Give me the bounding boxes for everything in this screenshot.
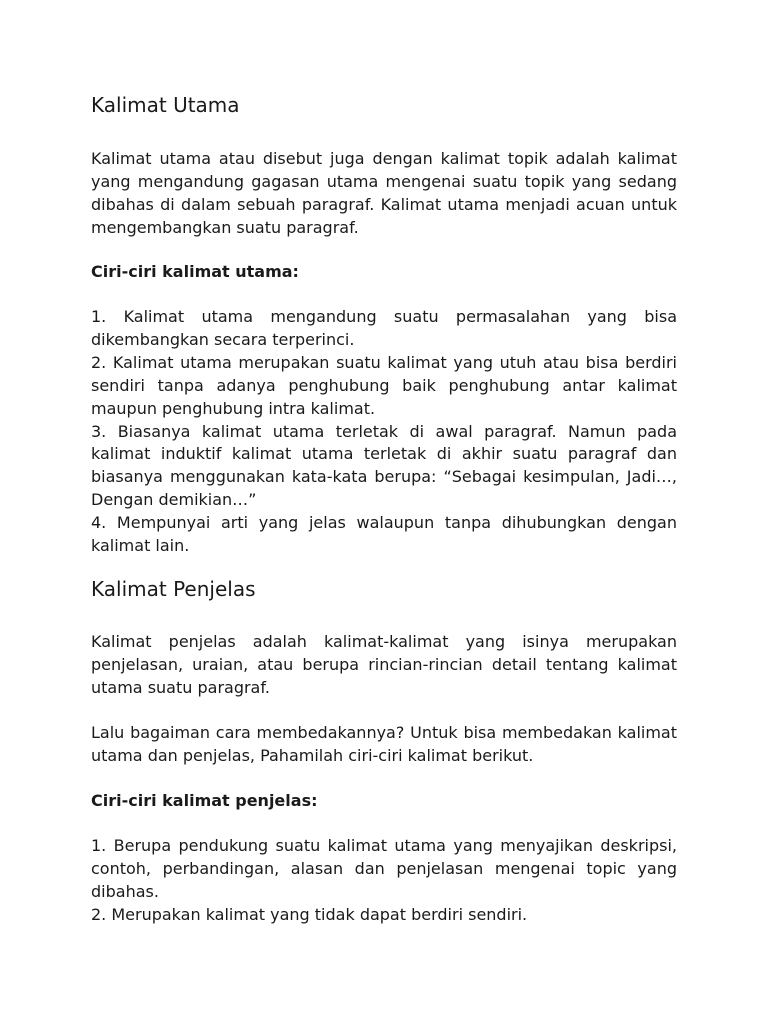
list-item: 1. Berupa pendukung suatu kalimat utama yang menyajikan deskripsi, contoh, perbandingan, alasan dan penjelasan mengenai topic yang dibahas. <box>91 836 677 901</box>
list-item: 3. Biasanya kalimat utama terletak di awal paragraf. Namun pada kalimat induktif kalimat utama terletak di akhir suatu paragraf dan biasanya menggunakan kata-kata berupa: “Sebagai kesimpulan, Jadi…, Dengan demikian…” <box>91 421 677 510</box>
list-item: 2. Merupakan kalimat yang tidak dapat berdiri sendiri. <box>91 904 528 924</box>
list-item: 2. Kalimat utama merupakan suatu kalimat yang utuh atau bisa berdiri sendiri tanpa adanya penghubung baik penghubung antar kalimat maupun penghubung intra kalimat. <box>91 352 677 418</box>
list-item: 4. Mempunyai arti yang jelas walaupun tanpa dihubungkan dengan kalimat lain. <box>91 513 677 556</box>
paragraph-kalimat-utama-definition: Kalimat utama atau disebut juga dengan kalimat topik adalah kalimat yang mengandung gagasan utama mengenai suatu topik yang sedang dibahas di dalam sebuah paragraf. Kalimat utama menjadi acuan untuk mengembangkan suatu paragraf. <box>91 149 677 237</box>
section-title-kalimat-utama: Kalimat Utama <box>91 93 240 117</box>
paragraph-kalimat-penjelas-definition: Kalimat penjelas adalah kalimat-kalimat yang isinya merupakan penjelasan, uraian, atau berupa rincian-rincian detail tentang kalimat utama suatu paragraf. <box>91 632 677 697</box>
paragraph-cara-membedakan: Lalu bagaiman cara membedakannya? Untuk bisa membedakan kalimat utama dan penjelas, Pahamilah ciri-ciri kalimat berikut. <box>91 723 677 765</box>
list-ciri-kalimat-penjelas <box>91 835 677 927</box>
section-title-kalimat-penjelas: Kalimat Penjelas <box>91 577 256 601</box>
subheading-ciri-kalimat-penjelas: Ciri-ciri kalimat penjelas: <box>91 791 318 810</box>
list-ciri-kalimat-utama <box>91 306 677 558</box>
subheading-ciri-kalimat-utama: Ciri-ciri kalimat utama: <box>91 262 299 281</box>
list-item: 1. Kalimat utama mengandung suatu permasalahan yang bisa dikembangkan secara terperinci. <box>91 307 677 349</box>
